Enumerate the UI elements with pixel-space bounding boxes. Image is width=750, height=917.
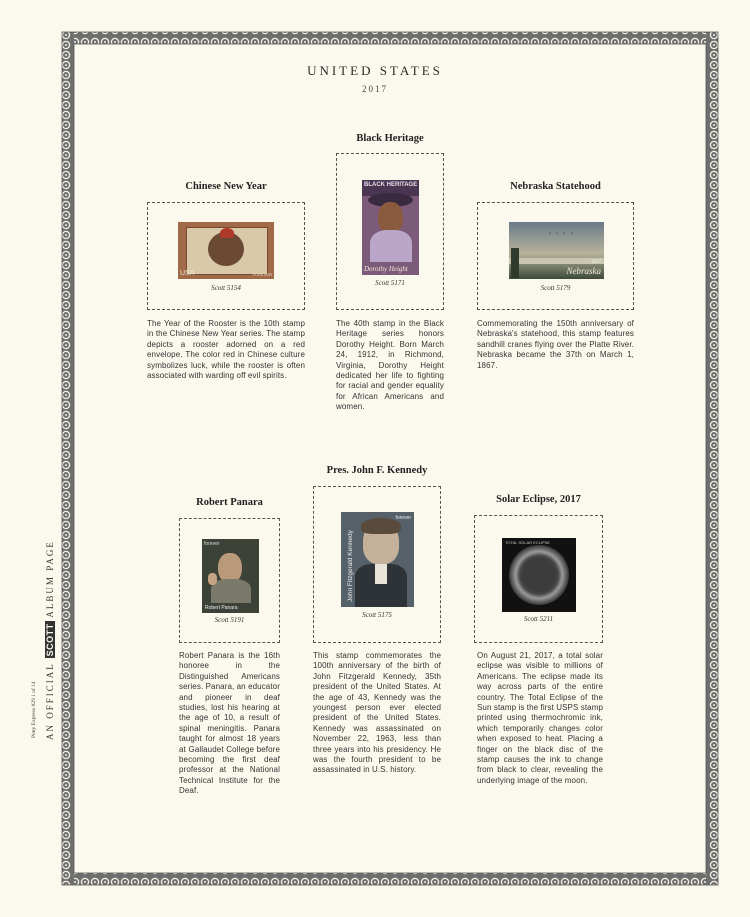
side-label	[25, 520, 65, 740]
description-solar-eclipse: On August 21, 2017, a total solar eclipse was visible to millions of Americans. The eclipse made its way across parts of the entire country. The Total Eclipse of the Sun stamp is the first USPS stamp printed using thermochromic ink, which temporarily changes color when exposed to heat. Placing a finger on the black disc of the stamp causes the ink to change from black to clear, revealing the underlying image of the moon.	[477, 651, 604, 785]
scott-number: Scott 5191	[214, 616, 245, 624]
side-note: Pony Express #29 1 of 14	[31, 681, 37, 738]
stamp-image-jfk	[341, 512, 414, 607]
stamp-mount-black-heritage[interactable]	[336, 153, 444, 310]
stamp-mount-nebraska-statehood[interactable]	[477, 202, 634, 310]
stamp-mount-robert-panara[interactable]	[179, 518, 280, 643]
section-title-solar-eclipse: Solar Eclipse, 2017	[496, 494, 581, 505]
description-chinese-new-year: The Year of the Rooster is the 10th stamp in the Chinese New Year series. The stamp depicts a rooster adorned on a red envelope. The color red in Chinese culture symbolizes luck, while the rooster is often associated with warding off evil spirits.	[147, 319, 305, 381]
stamp-country: USA	[180, 270, 195, 277]
description-black-heritage: The 40th stamp in the Black Heritage series honors Dorothy Height. Born March 24, 1912, in Richmond, Virginia, Dorothy Height dedicated her life to fighting for racial and gender equality for African Americans and women.	[336, 319, 444, 412]
stamp-mount-jfk[interactable]	[313, 486, 441, 643]
scott-number: Scott 5211	[523, 615, 554, 623]
stamp-label: TOTAL SOLAR ECLIPSE	[505, 540, 551, 545]
scott-number: Scott 5175	[362, 611, 392, 619]
stamp-value: FOREVER	[252, 272, 272, 277]
stamp-value: forever	[395, 515, 411, 521]
side-suffix: ALBUM PAGE	[45, 540, 55, 618]
page-title: UNITED STATES	[307, 63, 443, 78]
side-prefix: AN OFFICIAL	[45, 662, 55, 740]
section-title-chinese-new-year: Chinese New Year	[185, 181, 267, 192]
description-robert-panara: Robert Panara is the 16th honoree in the Distinguished Americans series. Panara, an educator and pioneer in deaf studies, lost his hearing at the age of 10, a result of spinal meningitis. Panara taught for almost 18 years at Gallaudet College before becoming the first deaf professor at the National Technical Institute for the Deaf.	[179, 651, 280, 796]
scott-number: Scott 5154	[211, 284, 241, 292]
scott-logo: SCOTT	[45, 623, 55, 657]
scott-number: Scott 5179	[540, 284, 571, 292]
stamp-state: Nebraska	[566, 266, 601, 276]
description-nebraska-statehood: Commemorating the 150th anniversary of Nebraska's statehood, this stamp features sandhill cranes flying over the Platte River. Nebraska became the 37th on March 1, 1867.	[477, 319, 634, 370]
section-title-jfk: Pres. John F. Kennedy	[326, 465, 428, 476]
section-title-nebraska-statehood: Nebraska Statehood	[510, 181, 601, 192]
stamp-image-dorothy-height	[362, 180, 419, 275]
stamp-mount-solar-eclipse[interactable]	[474, 515, 603, 643]
stamp-year: 1867	[591, 260, 601, 265]
stamp-series: BLACK HERITAGE	[364, 182, 418, 188]
stamp-image-rooster	[178, 222, 274, 279]
side-brand-line	[45, 540, 55, 740]
stamp-name: Dorothy Height	[364, 265, 408, 273]
stamp-name: Robert Panara	[205, 605, 238, 611]
description-jfk: This stamp commemorates the 100th anniversary of the birth of John Fitzgerald Kennedy, 35th president of the United States. At the age of 43, Kennedy was the youngest person ever elected president of the United States. Kennedy was assassinated on November 22, 1963, less than three years into his presidency. He was the fourth president to be assassinated in U.S. history.	[313, 651, 441, 775]
section-title-black-heritage: Black Heritage	[356, 133, 424, 144]
stamp-image-sandhill-cranes: ᵛ ᵛ ᵛ ᵛ Nebraska 1867	[509, 222, 604, 279]
scott-number: Scott 5171	[375, 279, 405, 287]
stamp-mount-chinese-new-year[interactable]	[147, 202, 305, 310]
section-title-robert-panara: Robert Panara	[196, 497, 263, 508]
stamp-image-eclipse	[502, 538, 576, 612]
stamp-value: forever	[204, 541, 220, 547]
stamp-image-robert-panara	[202, 539, 259, 613]
stamp-name: John Fitzgerald Kennedy	[347, 530, 354, 602]
page-year: 2017	[362, 84, 388, 94]
